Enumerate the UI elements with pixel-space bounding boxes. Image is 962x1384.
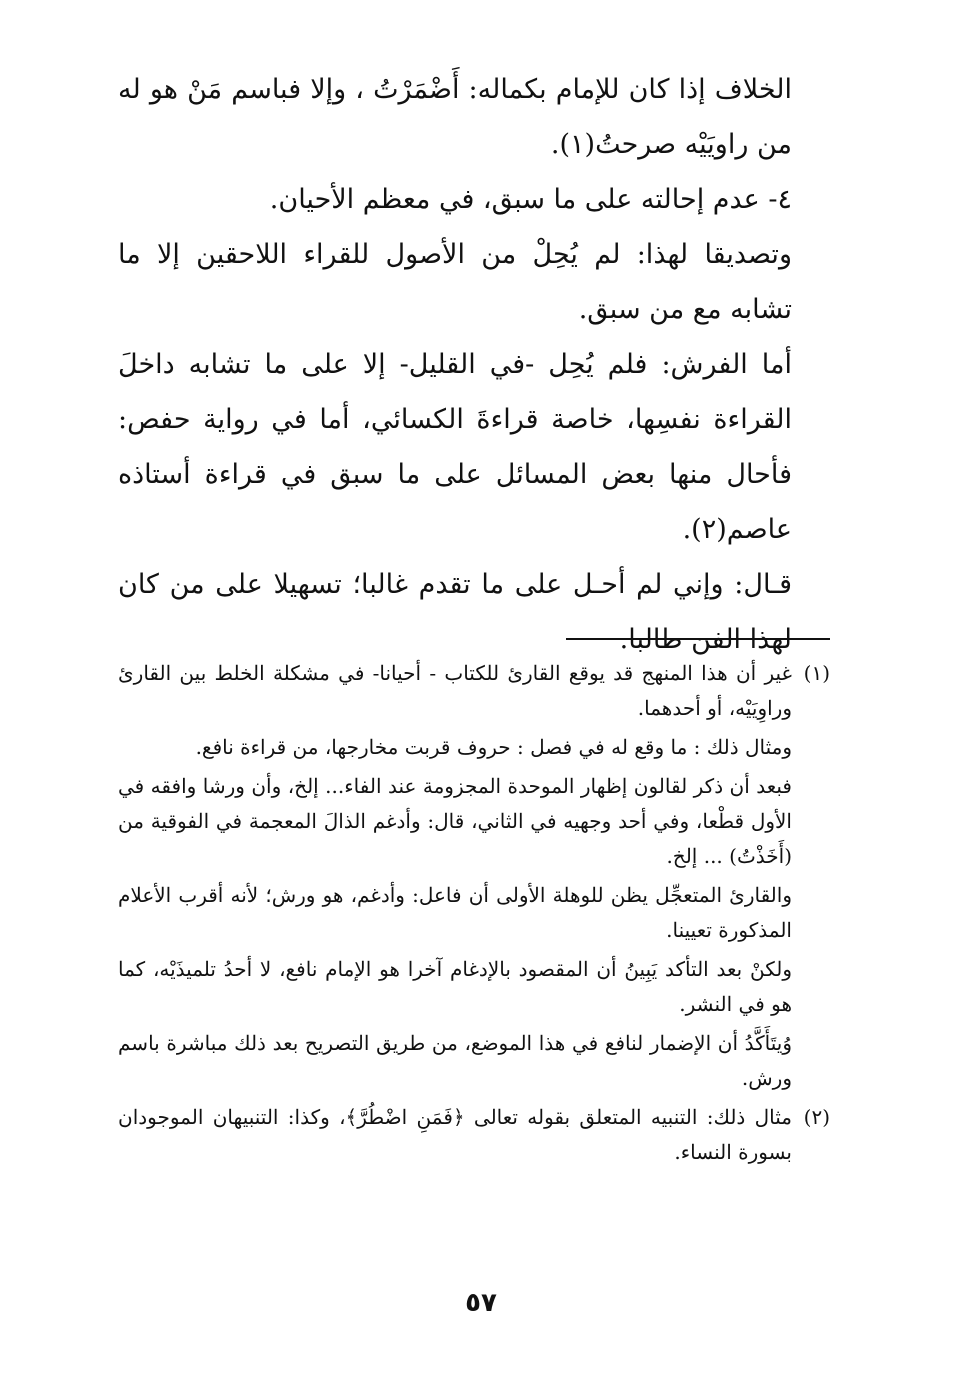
footnote-divider bbox=[566, 638, 830, 640]
footnote-1-paragraph: ولكنْ بعد التأكد يَبِينُ أن المقصود بالإدغام آخرا هو الإمام نافع، لا أحدُ تلميذَيْه، كما هو في النشر. bbox=[118, 957, 792, 1016]
footnote-1-paragraph: ومثال ذلك : ما وقع له في فصل : حروف قربت مخارجها، من قراءة نافع. bbox=[195, 735, 792, 759]
footnote-1 bbox=[118, 656, 830, 726]
footnote-1-number: (١) bbox=[803, 661, 830, 685]
footnote-1-text: غير أن هذا المنهج قد يوقع القارئ للكتاب - أحيانا- في مشكلة الخلط بين القارئ وراوِيَيْه، أو أحدهما. bbox=[118, 661, 792, 720]
footnote-2-text: مثال ذلك: التنبيه المتعلق بقوله تعالى ﴿فَمَنِ اضْطُرَّ﴾، وكذا: التنبيهان الموجودان بسورة النساء. bbox=[118, 1105, 792, 1164]
page-number: ٥٧ bbox=[465, 1288, 497, 1318]
main-paragraph-1: الخلاف إذا كان للإمام بكماله: أَضْمَرْتُ ، وإلا فباسم مَنْ هو له من راويَيْه صرحتُ(١). bbox=[118, 74, 792, 160]
main-paragraph-3: أما الفرش: فلم يُحِل -في القليل- إلا على ما تشابه داخلَ القراءة نفسِها، خاصة قراءةَ الكسائي، أما في رواية حفص: فأحال منها بعض المسائل على ما سبق في قراءة أستاذه عاصم(٢). bbox=[118, 349, 792, 545]
main-paragraph-2: وتصديقا لهذا: لم يُحِلْ من الأصول للقراء اللاحقين إلا ما تشابه مع من سبق. bbox=[118, 239, 792, 325]
footnotes-section bbox=[118, 656, 830, 1174]
footnote-1-paragraph: وُيتَأَكَّدُ أن الإضمار لنافع في هذا الموضع، من طريق التصريح بعد ذلك مباشرة باسم ورش. bbox=[118, 1031, 792, 1090]
list-item-4: ٤- عدم إحالته على ما سبق، في معظم الأحيان. bbox=[269, 184, 792, 215]
footnote-1-paragraph: فبعد أن ذكر لقالون إظهار الموحدة المجزومة عند الفاء... إلخ، وأن ورشا وافقه في الأول قطْعا، وفي أحد وجهيه في الثاني، قال: وأدغم الذالَ المعجمة في الفوقية من (أَخَذْتُ) ... إلخ. bbox=[118, 774, 792, 868]
footnote-2 bbox=[118, 1100, 830, 1170]
footnote-1-paragraph: والقارئ المتعجِّل يظن للوهلة الأولى أن فاعل: وأدغم، هو ورش؛ لأنه أقرب الأعلام المذكورة تعيينا. bbox=[118, 883, 792, 942]
main-paragraph-4: قـال: وإني لم أحـل على ما تقدم غالبا؛ تسهيلا على من كان لهذا الفن طالبا. bbox=[118, 569, 792, 655]
footnote-2-number: (٢) bbox=[803, 1105, 830, 1129]
main-text bbox=[118, 62, 792, 667]
